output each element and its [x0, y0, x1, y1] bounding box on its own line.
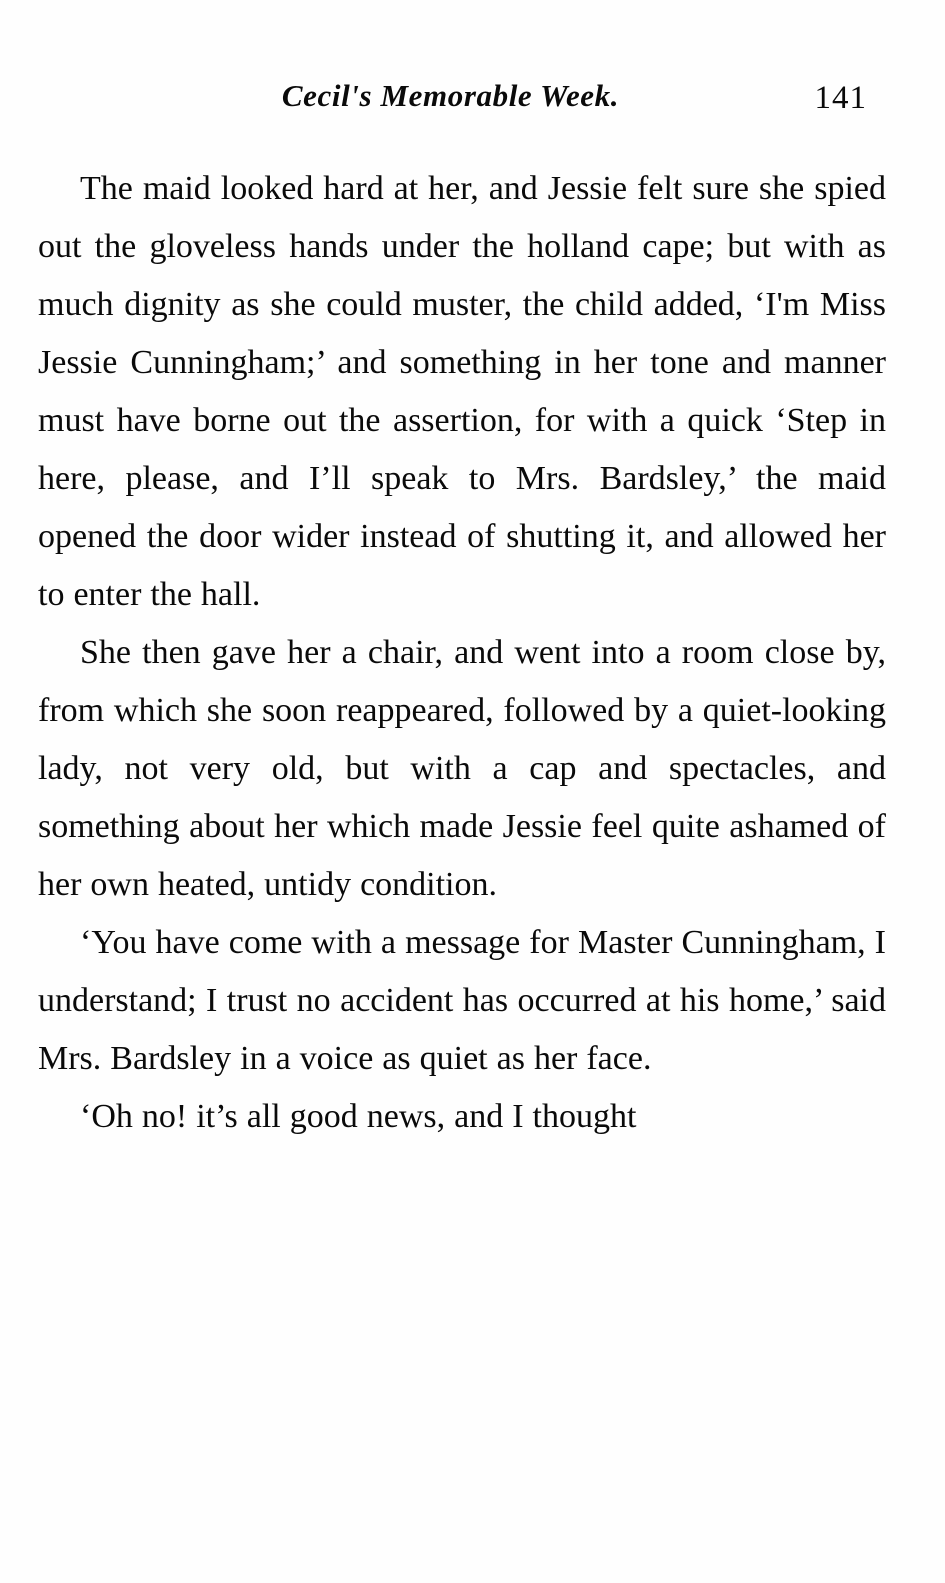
- page-body: [38, 160, 886, 1146]
- paragraph: She then gave her a chair, and went into a room close by, from which she soon reappeared, followed by a quiet-looking lady, not very old, but with a cap and spectacles, and something about her which made Jessie feel quite ashamed of her own heated, untidy condition.: [38, 634, 886, 903]
- paragraph: ‘You have come with a message for Master Cunningham, I understand; I trust no accident has occurred at his home,’ said Mrs. Bardsley in a voice as quiet as her face.: [38, 924, 886, 1077]
- paragraph: The maid looked hard at her, and Jessie felt sure she spied out the gloveless hands under the holland cape; but with as much dignity as she could muster, the child added, ‘I'm Miss Jessie Cunningham;’ and something in her tone and manner must have borne out the assertion, for with a quick ‘Step in here, please, and I’ll speak to Mrs. Bardsley,’ the maid opened the door wider instead of shutting it, and allowed her to enter the hall.: [38, 170, 886, 613]
- page-number: 141: [814, 80, 867, 116]
- running-head: [0, 78, 945, 134]
- running-head-title: Cecil's Memorable Week.: [281, 78, 620, 113]
- paragraph: ‘Oh no! it’s all good news, and I thought: [80, 1098, 637, 1135]
